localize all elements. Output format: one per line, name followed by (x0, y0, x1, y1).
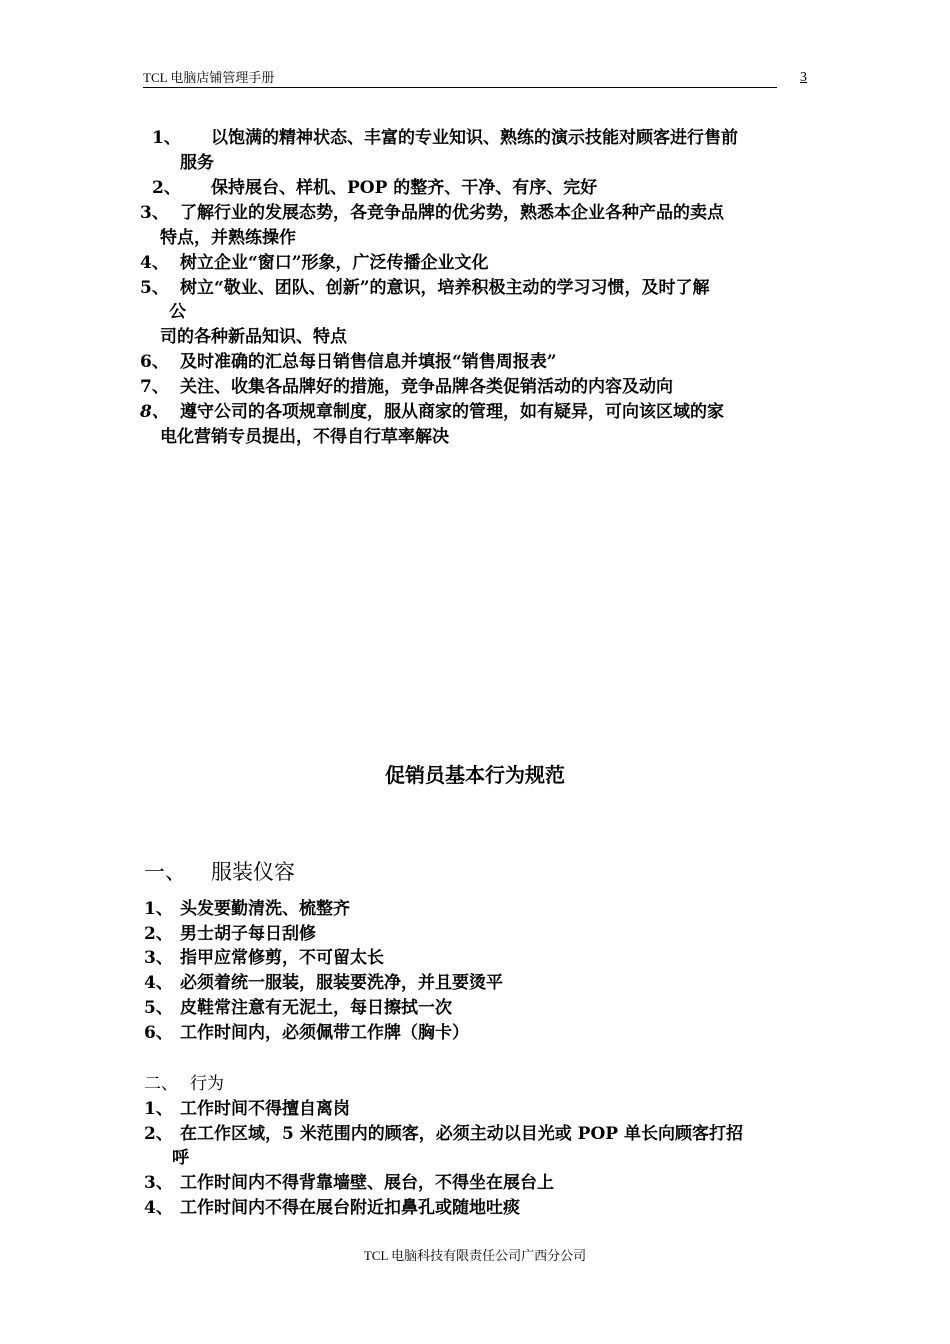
part2-item-text-line: 工作时间内不得在展台附近扣鼻孔或随地吐痰 (180, 1198, 520, 1218)
duty-number: 6、 (140, 352, 169, 372)
duty-number: 5、 (140, 278, 169, 298)
header-title: TCL 电脑店铺管理手册 (143, 70, 275, 85)
part2-item-3 (0, 1171, 950, 1196)
duty-item-6 (0, 350, 950, 375)
duty-item-8 (0, 400, 950, 450)
duty-text-line: 电化营销专员提出，不得自行草率解决 (160, 427, 449, 447)
part1-heading (144, 858, 544, 888)
part1-heading-number: 一、 (144, 860, 186, 884)
part2-item-number: 3、 (144, 1173, 173, 1193)
duty-text-line: 关注、收集各品牌好的措施，竞争品牌各类促销活动的内容及动向 (180, 377, 673, 397)
duty-text-line: 公 (169, 302, 186, 322)
duty-item-7 (0, 375, 950, 400)
part1-item-number: 3、 (144, 948, 173, 968)
duty-text-line: 服务 (180, 153, 214, 173)
duty-text-line: 树立企业“窗口”形象，广泛传播企业文化 (180, 253, 489, 273)
part2-item-text-line: 工作时间不得擅自离岗 (180, 1099, 350, 1119)
duty-text-line: 保持展台、样机、POP 的整齐、干净、有序、完好 (211, 178, 598, 198)
part2-item-number: 4、 (144, 1198, 173, 1218)
page-footer: TCL 电脑科技有限责任公司广西分公司 (363, 1248, 587, 1263)
duty-item-4 (0, 251, 950, 276)
duty-item-5 (0, 276, 950, 350)
page-number: 3 (800, 70, 807, 85)
duty-number: 2、 (152, 178, 181, 198)
part1-item-3 (0, 946, 950, 971)
part2-item-text-line: 工作时间内不得背靠墙壁、展台，不得坐在展台上 (180, 1173, 554, 1193)
part2-item-2 (0, 1122, 950, 1172)
duty-text-line: 遵守公司的各项规章制度，服从商家的管理，如有疑异，可向该区域的家 (180, 402, 724, 422)
part2-item-number: 2、 (144, 1124, 173, 1144)
part1-item-2 (0, 922, 950, 947)
part1-item-4 (0, 971, 950, 996)
part2-heading-number: 二、 (144, 1074, 178, 1094)
part2-item-text-line: 呼 (172, 1148, 189, 1168)
part1-item-number: 6、 (144, 1023, 173, 1043)
section-title: 促销员基本行为规范 (385, 763, 565, 787)
duty-number: 8、 (140, 402, 169, 422)
part1-item-text: 头发要勤清洗、梳整齐 (180, 899, 350, 919)
part2-item-text-line: 在工作区域，5 米范围内的顾客，必须主动以目光或 POP 单长向顾客打招 (180, 1124, 743, 1144)
part2-item-4 (0, 1196, 950, 1221)
duty-number: 3、 (140, 203, 169, 223)
part1-item-number: 4、 (144, 973, 173, 993)
part2-heading (144, 1072, 444, 1097)
duty-item-2 (0, 176, 950, 201)
duty-number: 4、 (140, 253, 169, 273)
duty-text-line: 司的各种新品知识、特点 (160, 327, 347, 347)
part1-item-text: 工作时间内，必须佩带工作牌（胸卡） (180, 1023, 469, 1043)
duty-text-line: 及时准确的汇总每日销售信息并填报“销售周报表” (180, 352, 557, 372)
part1-item-5 (0, 996, 950, 1021)
part1-item-6 (0, 1021, 950, 1046)
part1-item-number: 2、 (144, 924, 173, 944)
part1-item-text: 男士胡子每日刮修 (180, 924, 316, 944)
duty-item-3 (0, 201, 950, 251)
part1-item-number: 1、 (144, 899, 173, 919)
duty-text-line: 特点，并熟练操作 (160, 228, 296, 248)
part2-item-number: 1、 (144, 1099, 173, 1119)
part2-heading-text: 行为 (190, 1074, 224, 1094)
part1-item-number: 5、 (144, 998, 173, 1018)
part1-item-text: 指甲应常修剪，不可留太长 (180, 948, 384, 968)
duty-item-1 (0, 126, 950, 176)
duty-number: 1、 (152, 128, 181, 148)
duty-text-line: 以饱满的精神状态、丰富的专业知识、熟练的演示技能对顾客进行售前 (211, 128, 738, 148)
header-rule (143, 87, 777, 88)
duty-text-line: 树立“敬业、团队、创新”的意识，培养积极主动的学习习惯，及时了解 (180, 278, 710, 298)
part1-heading-text: 服装仪容 (211, 860, 295, 884)
part2-item-1 (0, 1097, 950, 1122)
page-header (143, 68, 807, 88)
part1-item-text: 皮鞋常注意有无泥土，每日擦拭一次 (180, 998, 452, 1018)
part1-item-1 (0, 897, 950, 922)
duty-number: 7、 (140, 377, 169, 397)
duty-text-line: 了解行业的发展态势，各竞争品牌的优劣势，熟悉本企业各种产品的卖点 (180, 203, 724, 223)
part1-item-text: 必须着统一服装，服装要洗净，并且要烫平 (180, 973, 503, 993)
